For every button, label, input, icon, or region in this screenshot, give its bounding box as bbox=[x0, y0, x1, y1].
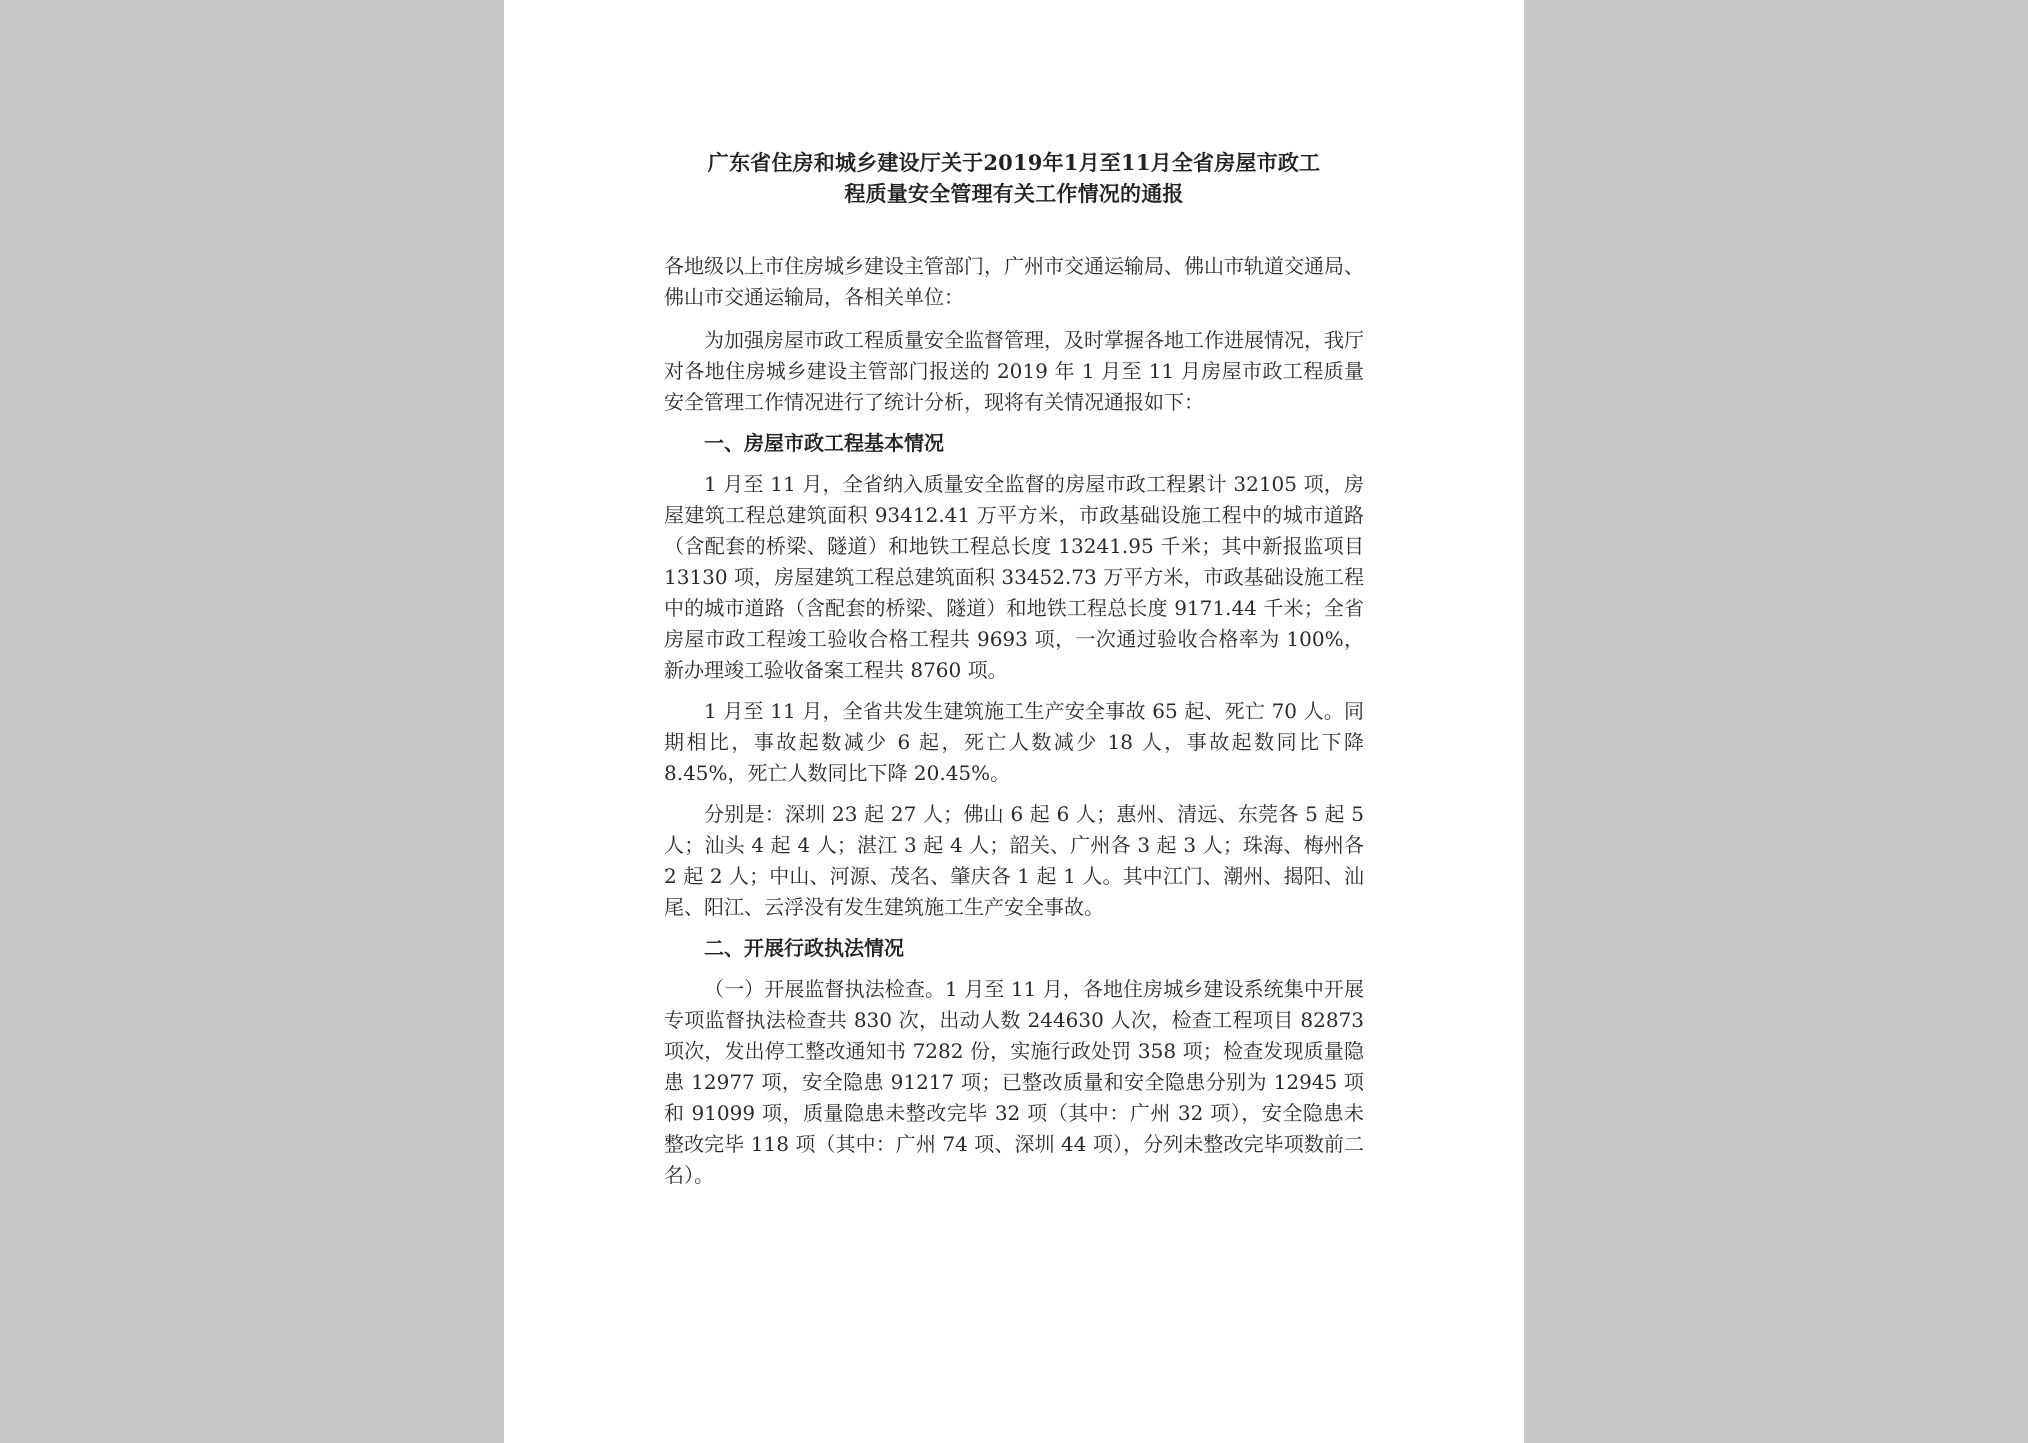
document-title bbox=[664, 147, 1364, 209]
section1-paragraph-1: 1 月至 11 月，全省纳入质量安全监督的房屋市政工程累计 32105 项，房屋建筑工程总建筑面积 93412.41 万平方米，市政基础设施工程中的城市道路（含配套的桥梁、隧道）和地铁工程总长度 13241.95 千米；其中新报监项目 13130 项，房屋建筑工程总建筑面积 33452.73 万平方米，市政基础设施工程中的城市道路（含配套的桥梁、隧道）和地铁工程总长度 9171.44 千米；全省房屋市政工程竣工验收合格工程共 9693 项，一次通过验收合格率为 100%，新办理竣工验收备案工程共 8760 项。 bbox=[664, 472, 1364, 682]
document-page bbox=[504, 0, 1524, 1443]
section2-heading: 二、开展行政执法情况 bbox=[704, 936, 904, 960]
document-title-line2: 程质量安全管理有关工作情况的通报 bbox=[844, 181, 1184, 206]
salutation: 各地级以上市住房城乡建设主管部门，广州市交通运输局、佛山市轨道交通局、佛山市交通运输局，各相关单位： bbox=[664, 254, 1364, 309]
section1-paragraph-2: 1 月至 11 月，全省共发生建筑施工生产安全事故 65 起、死亡 70 人。同期相比，事故起数减少 6 起，死亡人数减少 18 人，事故起数同比下降 8.45%，死亡人数同比下降 20.45%。 bbox=[664, 699, 1364, 785]
intro-paragraph: 为加强房屋市政工程质量安全监督管理，及时掌握各地工作进展情况，我厅对各地住房城乡建设主管部门报送的 2019 年 1 月至 11 月房屋市政工程质量安全管理工作情况进行了统计分析，现将有关情况通报如下： bbox=[664, 328, 1364, 414]
section1-paragraph-3: 分别是：深圳 23 起 27 人；佛山 6 起 6 人；惠州、清远、东莞各 5 起 5 人；汕头 4 起 4 人；湛江 3 起 4 人；韶关、广州各 3 起 3 人；珠海、梅州各 2 起 2 人；中山、河源、茂名、肇庆各 1 起 1 人。其中江门、潮州、揭阳、汕尾、阳江、云浮没有发生建筑施工生产安全事故。 bbox=[664, 802, 1364, 919]
document-title-line1: 广东省住房和城乡建设厅关于2019年1月至11月全省房屋市政工 bbox=[707, 150, 1321, 175]
section2-paragraph-1: （一）开展监督执法检查。1 月至 11 月，各地住房城乡建设系统集中开展专项监督执法检查共 830 次，出动人数 244630 人次，检查工程项目 82873 项次，发出停工整改通知书 7282 份，实施行政处罚 358 项；检查发现质量隐患 12977 项，安全隐患 91217 项；已整改质量和安全隐患分别为 12945 项和 91099 项，质量隐患未整改完毕 32 项（其中：广州 32 项），安全隐患未整改完毕 118 项（其中：广州 74 项、深圳 44 项），分列未整改完毕项数前二名）。 bbox=[664, 977, 1364, 1187]
section1-heading: 一、房屋市政工程基本情况 bbox=[704, 431, 944, 455]
document-content bbox=[664, 147, 1364, 1201]
